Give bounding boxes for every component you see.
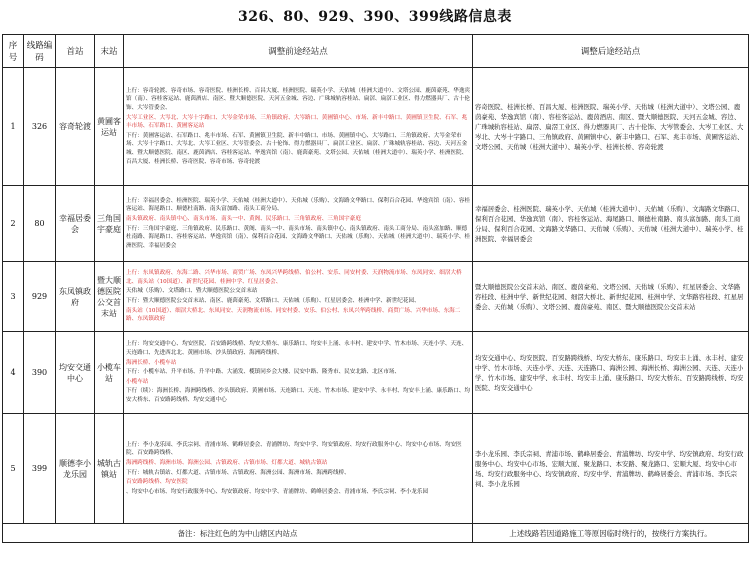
stop-segment: 下行：黄圃客运站、石军路口、兆丰市场、石军、黄圃镇卫生院、新丰中路口、市场、黄圃镇中心、大岑路口、三角镇政府、大岑金荣市场、大岑十字路口、大岑北、大岑工业区、大岑管委会、古十伦饰、得力燃器具厂、扁滘工业区、扁滘、广珠城轨容桂站、容边、天河五金城、暨大顺德医院、南区、鹿茵酒店、容桂客运站、华逸宾馆（南）、鹿茵豪苑、文塔公园、天佑城（桂洲大道中）、瑞英小学、桂洲医院、百昌大厦、桂洲长桥、容奇医院、容奇市场、容奇轮渡 — [126, 132, 468, 165]
header-row — [3, 35, 749, 68]
last-stop: 暨大顺德医院公交首末站 — [95, 262, 124, 332]
before-stops — [124, 68, 473, 186]
stop-segment: 下行：三角国宇豪庭、三角镇政府、民乐路口、黄阁、南头一中、南头市场、南头镇中心、南头镇政府、南头工商分局、南头富加路、顺德杜南路、海尾路口、容桂客运站、华逸宾馆（南）、保利百合花园、文海路文华路口、天佑城（乐购）、天佑城（桂洲大道中）、瑞英小学、桂洲医院、幸福居委会 — [126, 225, 471, 249]
route-code: 390 — [24, 332, 56, 414]
header-code: 线路编码 — [24, 35, 56, 68]
first-stop: 幸福居委会 — [56, 186, 95, 262]
row-number: 5 — [3, 414, 24, 524]
table-row — [3, 186, 749, 262]
header-after-stops: 调整后途经站点 — [473, 35, 749, 68]
route-code: 929 — [24, 262, 56, 332]
header-no: 序号 — [3, 35, 24, 68]
footer-row — [3, 524, 749, 543]
page-title: 326、80、929、390、399线路信息表 — [238, 9, 512, 25]
header-last-stop: 末站 — [95, 35, 124, 68]
table-row — [3, 262, 749, 332]
before-stops — [124, 332, 473, 414]
stop-segment: 上行：容奇轮渡、容奇市场、容奇医院、桂洲长桥、百昌大厦、桂洲医院、瑞英小学、天佑城（桂洲大道中）、文塔公园、鹿茵豪苑、华逸宾馆（南）、容桂客运站、鹿茵酒店、南区、暨大顺德医院、天河五金城、容边、广珠城轨容桂站、扁滘、扁滘工业区、得力燃器具厂、古十伦饰、大岑管委会、 — [126, 87, 471, 112]
header-first-stop: 首站 — [56, 35, 95, 68]
after-stops: 幸福居委会、桂洲医院、瑞英小学、天佑城（桂洲大道中）、天佑城（乐购）、文海路文华路口、保利百合花园、华逸宾馆（南）、容桂客运站、海尾路口、顺德杜南路、南头富加路、南头工商分局、保利百合花园、文海路文华路口、天佑城（乐购）、天佑城（桂洲大道中）、瑞英小学、桂洲医院、幸福居委会 — [473, 186, 749, 262]
route-code: 326 — [24, 68, 56, 186]
first-stop: 容奇轮渡 — [56, 68, 95, 186]
stop-segment: 上行：幸福居委会、桂洲医院、瑞英小学、天佑城（桂洲大道中）、天佑城（乐购）、文海路文华路口、保利百合花园、华逸宾馆（南）、容桂客运站、海尾路口、顺德杜南路、南头富加路、南头工商分局、 — [126, 197, 471, 213]
route-code: 80 — [24, 186, 56, 262]
header-before-stops: 调整前途经站点 — [124, 35, 473, 68]
row-number: 1 — [3, 68, 24, 186]
first-stop: 东凤镇政府 — [56, 262, 95, 332]
after-stops: 均安交通中心、均安医院、百安路跨线桥、均安大桥东、康乐路口、均安丰上涌、永丰村、建安中学、竹木市场、天连小学、天连、天连路口、海洲公园、海洲长桥、海洲公园、天连、天连小学、竹木市场、建安中学、永丰村、均安丰上涌、康乐路口、均安大桥东、百安路跨线桥、均安医院、均安交通中心 — [473, 332, 749, 414]
row-number: 2 — [3, 186, 24, 262]
table-row — [3, 332, 749, 414]
before-stops — [124, 262, 473, 332]
stop-segment: 、均安中心市场、均安行政服务中心、均安镇政府、均安中学、青浦牌坊、鹤峰居委会、青浦市场、李氏宗祠、李小龙乐园 — [126, 488, 429, 495]
before-stops — [124, 414, 473, 524]
stop-segment-zhongshan: 上行：东凤镇政府、东海二路、兴华市场、商贸广场、东凤兴华跨线桥、伯公村、安乐、同安村委、天润物流市场、东凤同安、细滘大桥北、南头站（10国道）、新世纪花园、桂洲中学、红星居委会、 — [126, 270, 462, 285]
row-number: 3 — [3, 262, 24, 332]
stop-segment: 上行：均安交通中心、均安医院、百安路跨线桥、均安大桥东、康乐路口、均安丰上涌、永丰村、建安中学、竹木市场、天连小学、天连、天连路口、先进西北北、黄圃市场、沙头镇政府、海洲跨线桥、 — [126, 341, 468, 357]
first-stop: 均安交通中心 — [56, 332, 95, 414]
last-stop: 三角国宇豪庭 — [95, 186, 124, 262]
after-stops: 容奇医院、桂洲长桥、百昌大厦、桂洲医院、瑞英小学、天佑城（桂洲大道中）、文塔公园、鹿茵豪苑、华逸宾馆（南）、容桂客运站、鹿茵酒店、南区、暨大顺德医院、天河五金城、容边、广珠城轨容桂站、扁滘、扁滘工业区、得力燃器具厂、古十伦饰、大岑管委会、大岑工业区、大岑北、大岑十字路口、三角镇政府、黄圃镇中心、新丰中路口、石军、兆丰市场、黄圃客运站、文塔公园、天佑城（桂洲大道中）、瑞英小学、桂洲长桥、容奇轮渡 — [473, 68, 749, 186]
table-row — [3, 68, 749, 186]
stop-segment-zhongshan: 海洲长桥、小榄车站 — [126, 359, 177, 366]
after-stops: 暨大顺德医院公交首末站、南区、鹿茵豪苑、文塔公园、天佑城（乐购）、红星居委会、文华路容桂段、桂洲中学、新世纪花园、细滘大桥北、新世纪花园、桂洲中学、文华路容桂段、红星居委会、天佑城（乐购）、文塔公园、鹿茵豪苑、南区、暨大顺德医院公交首末站 — [473, 262, 749, 332]
route-code: 399 — [24, 414, 56, 524]
stop-segment-zhongshan: 南头站（10国道）、细滘大桥北、东凤同安、天润物流市场、同安村委、安乐、伯公村、东凤兴华跨线桥、商贸广场、兴华市场、东海二路、东凤镇政府 — [126, 307, 461, 323]
footer-note-left: 备注：标注红色的为中山辖区内站点 — [3, 524, 473, 543]
stop-segment-zhongshan: 小榄车站 — [126, 378, 149, 385]
stop-segment: 下行：城轨古镇站、灯都大道、古镇市场、古镇政府、海洲公园、海洲市场、海洲跨线桥、 — [126, 469, 350, 476]
stop-segment: 下行：小榄车站、升平市场、升平中路、大涌发、榄镇同乡会大楼、民安中路、隆秀市、民安北路、北区市场、 — [126, 369, 401, 376]
stop-segment-zhongshan: 海洲跨线桥、海洲市场、海洲公园、古镇政府、古镇市场、灯都大道、城轨古镇站 — [126, 459, 328, 466]
stop-segment: 上行：李小龙乐园、李氏宗祠、青浦市场、鹤峰居委会、青浦牌坊、均安中学、均安镇政府、均安行政服务中心、均安中心市场、均安医院、百安路跨线桥、 — [126, 441, 462, 457]
last-stop: 黄圃客运站 — [95, 68, 124, 186]
table-row — [3, 414, 749, 524]
after-stops: 李小龙乐园、李氏宗祠、青浦市场、鹤峰居委会、青浦牌坊、均安中学、均安镇政府、均安行政服务中心、均安中心市场、宏顺大厦、聚龙路口、本安路、聚龙路口、宏顺大厦、均安中心市场、均安行政服务中心、均安镇政府、均安中学、青浦牌坊、鹤峰居委会、青浦市场、李氏宗祠、李小龙乐园 — [473, 414, 749, 524]
stop-segment-zhongshan: 南头镇政府、南头镇中心、南头市场、南头一中、黄阁、民乐路口、三角镇政府、三角国宇豪庭 — [126, 215, 361, 222]
stop-segment-zhongshan: 百安路跨线桥、均安医院 — [126, 479, 188, 486]
stop-segment: 天佑城（乐购）、文塔路口、暨大顺德医院公交首末站 — [126, 288, 258, 295]
before-stops — [124, 186, 473, 262]
last-stop: 城轨古镇站 — [95, 414, 124, 524]
route-table — [2, 34, 749, 543]
footer-note-right: 上述线路若因道路施工等原因临时绕行的，按绕行方案执行。 — [473, 524, 749, 543]
row-number: 4 — [3, 332, 24, 414]
last-stop: 小榄车站 — [95, 332, 124, 414]
first-stop: 顺德李小龙乐园 — [56, 414, 95, 524]
stop-segment: 下行（续）：海洲长桥、海洲跨线桥、沙头镇政府、黄圃市场、天连路口、天连、竹木市场、建安中学、永丰村、均安丰上涌、康乐路口、均安大桥东、百安路跨线桥、均安交通中心 — [126, 388, 471, 403]
stop-segment-zhongshan: 大岑工业区、大岑北、大岑十字路口、大岑金荣市场、三角镇政府、大岑路口、黄圃镇中心、市场、新丰中路口、黄圃镇卫生院、石军、兆丰市场、石军路口、黄圃客运站 — [126, 114, 468, 130]
stop-segment: 下行：暨大顺德医院公交首末站、南区、鹿茵豪苑、文塔路口、天佑城（乐购）、红星居委会、桂洲中学、新世纪花园、 — [126, 298, 420, 304]
